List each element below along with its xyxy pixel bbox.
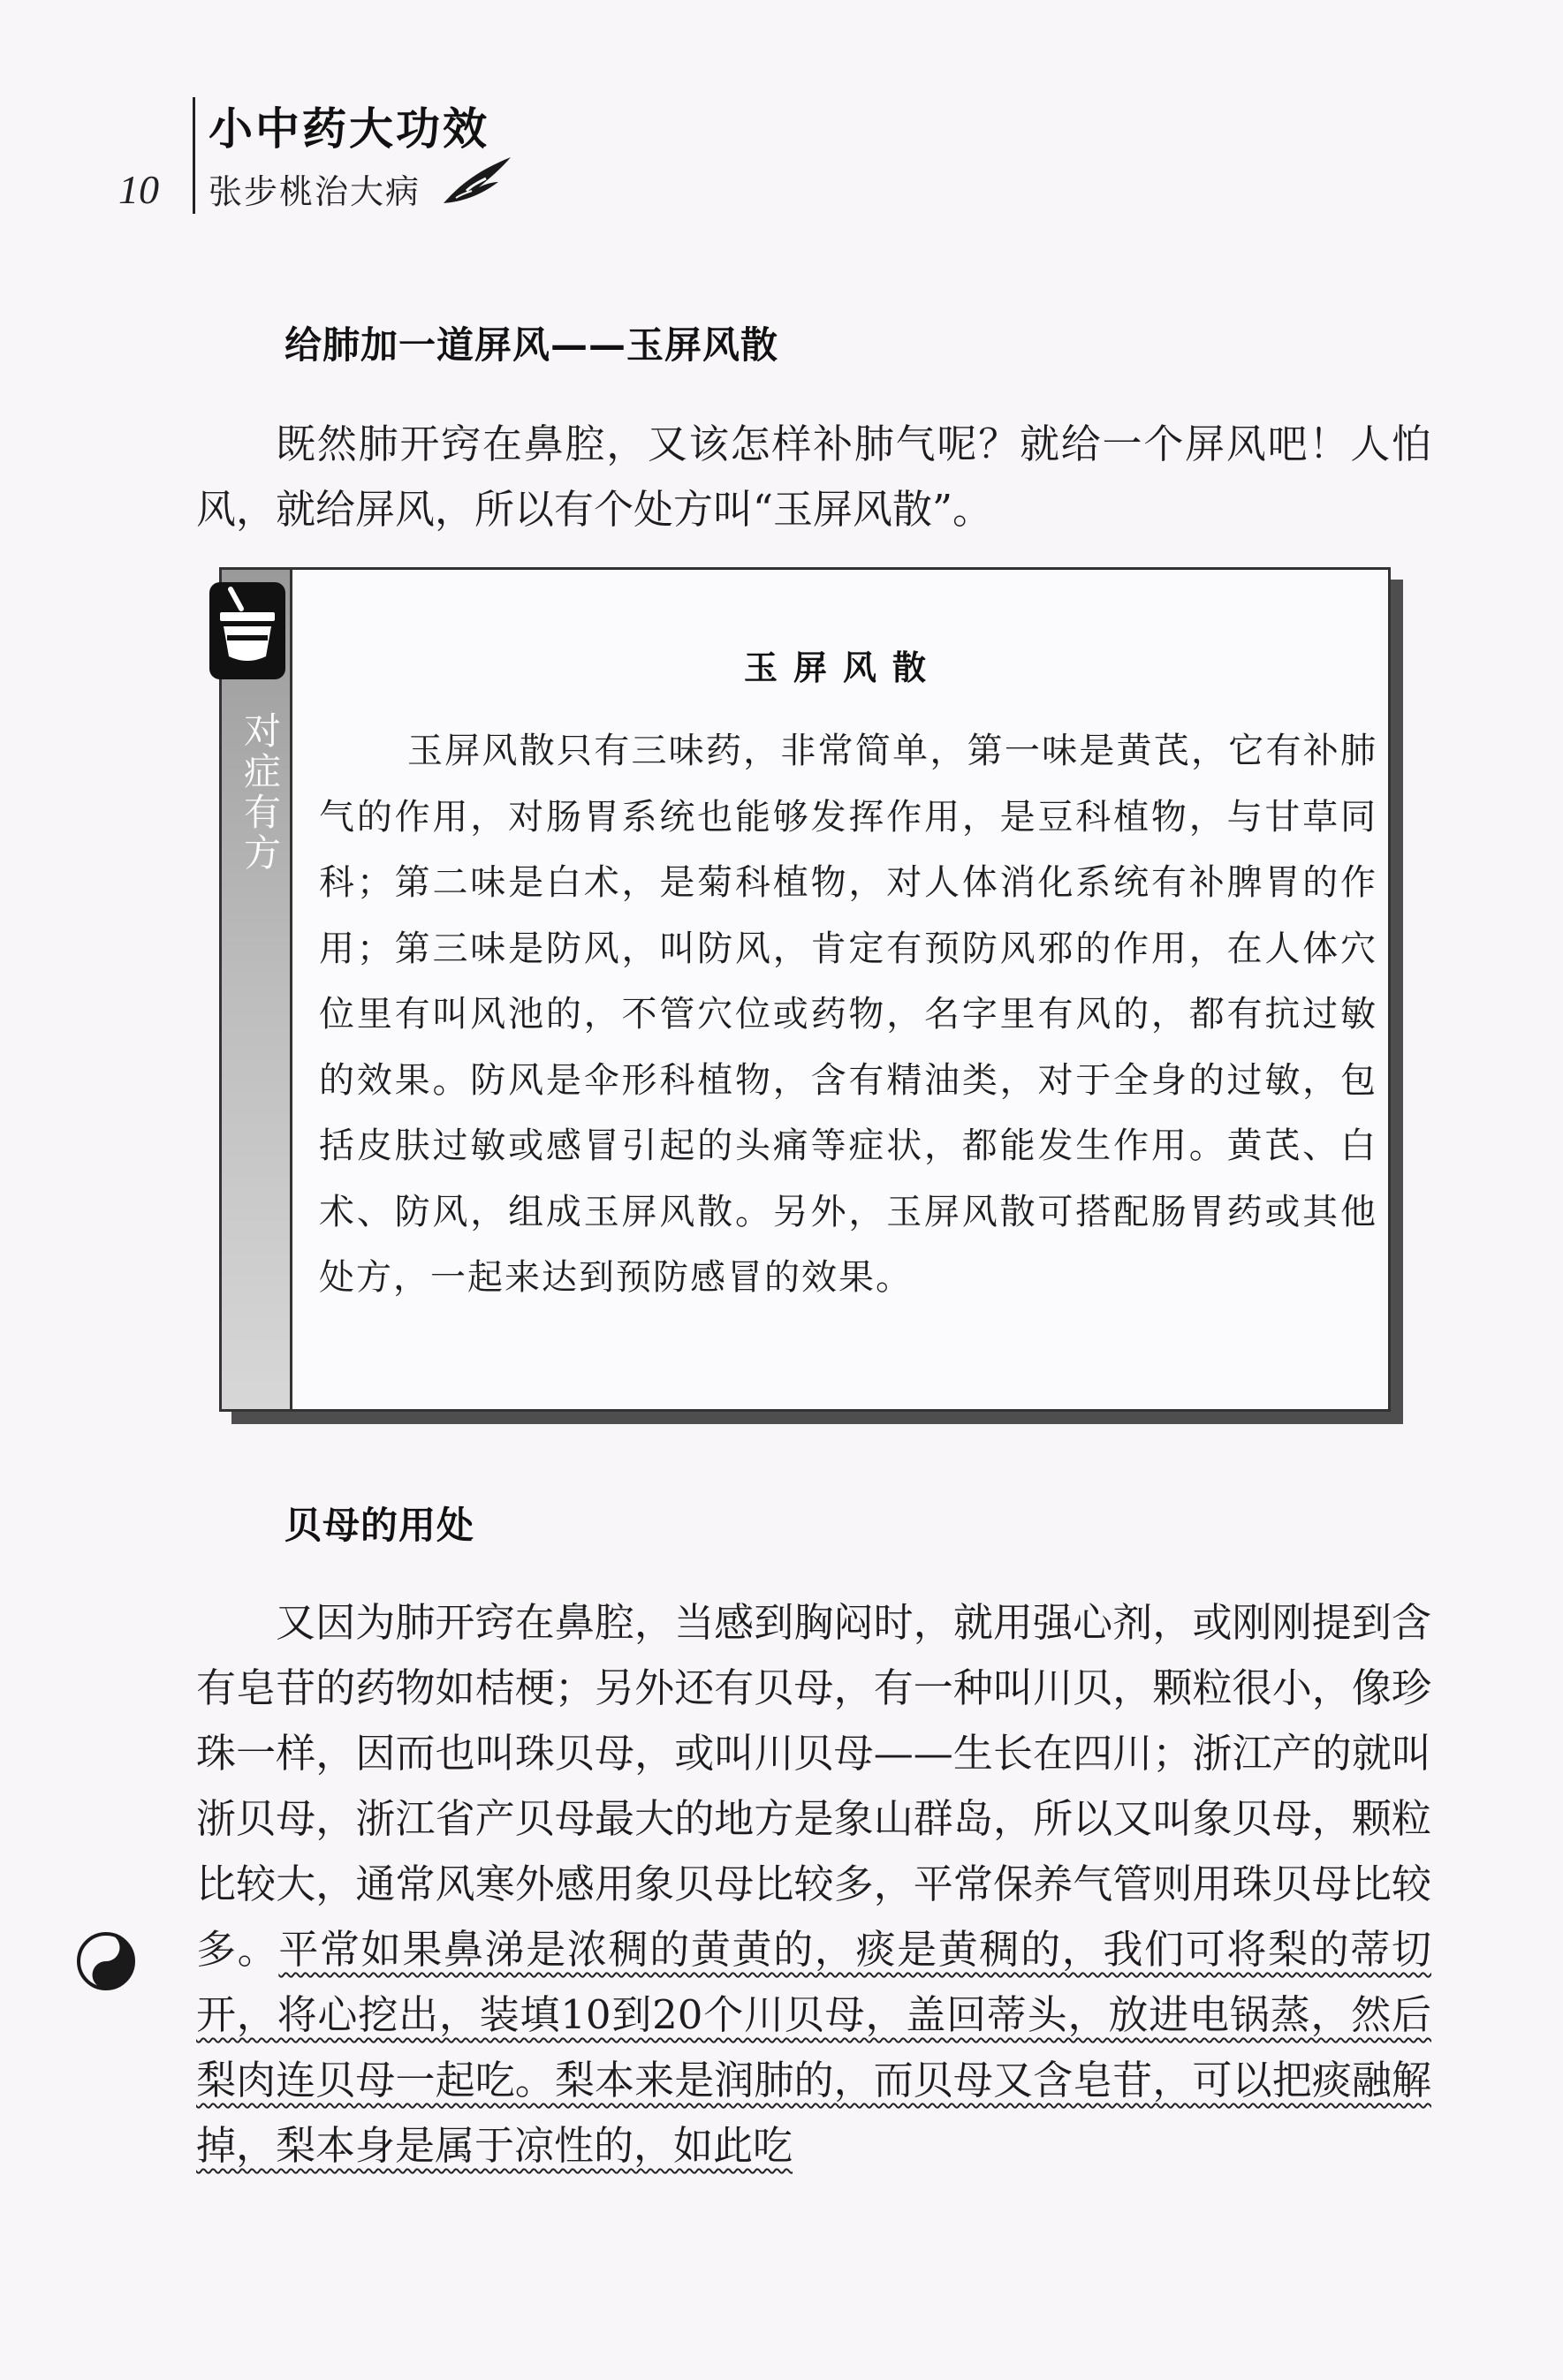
prescription-title: 玉屏风散 xyxy=(743,648,942,687)
paragraph-beimu-emphasized: 平常如果鼻涕是浓稠的黄黄的，痰是黄稠的，我们可将梨的蒂切开，将心挖出，装填10到20个川贝母，盖回蒂头，放进电锅蒸，然后梨肉连贝母一起吃。梨本来是润肺的，而贝母又含皂苷，可以把痰融解掉，梨本身是属于凉性的，如此吃 xyxy=(196,1926,1431,2169)
paragraph-beimu xyxy=(196,1590,1431,2179)
tab-label: 对症有方 xyxy=(239,711,282,874)
brush-stroke-icon xyxy=(440,152,516,212)
paragraph-beimu-plain: 又因为肺开窍在鼻腔，当感到胸闷时，就用强心剂，或刚刚提到含有皂苷的药物如桔梗；另外还有贝母，有一种叫川贝，颗粒很小，像珍珠一样，因而也叫珠贝母，或叫川贝母——生长在四川；浙江产的就叫浙贝母，浙江省产贝母最大的地方是象山群岛，所以又叫象贝母，颗粒比较大，通常风寒外感用象贝母比较多，平常保养气管则用珠贝母比较多。 xyxy=(196,1599,1431,1973)
prescription-tab xyxy=(222,570,292,1409)
book-subtitle: 张步桃治大病 xyxy=(209,172,421,211)
prescription-body: 玉屏风散只有三味药，非常简单，第一味是黄芪，它有补肺气的作用，对肠胃系统也能够发挥作用，是豆科植物，与甘草同科；第二味是白术，是菊科植物，对人体消化系统有补脾胃的作用；第三味是防风，叫防风，肯定有预防风邪的作用，在人体穴位里有叫风池的，不管穴位或药物，名字里有风的，都有抗过敏的效果。防风是伞形科植物，含有精油类，对于全身的过敏，包括皮肤过敏或感冒引起的头痛等症状，都能发生作用。黄芪、白术、防风，组成玉屏风散。另外，玉屏风散可搭配肠胃药或其他处方，一起来达到预防感冒的效果。 xyxy=(319,731,1377,1298)
paragraph-yupingfeng-intro: 既然肺开窍在鼻腔，又该怎样补肺气呢？就给一个屏风吧！人怕风，就给屏风，所以有个处方叫“玉屏风散”。 xyxy=(196,421,1431,533)
header-divider xyxy=(193,97,195,214)
taiji-icon xyxy=(76,1931,136,1991)
mortar-pestle-icon xyxy=(209,582,285,679)
section-heading-yupingfeng: 给肺加一道屏风——玉屏风散 xyxy=(285,323,779,367)
section-heading-beimu: 贝母的用处 xyxy=(285,1504,475,1547)
prescription-box xyxy=(219,567,1391,1412)
book-title: 小中药大功效 xyxy=(209,103,489,155)
page-number: 10 xyxy=(118,167,159,212)
